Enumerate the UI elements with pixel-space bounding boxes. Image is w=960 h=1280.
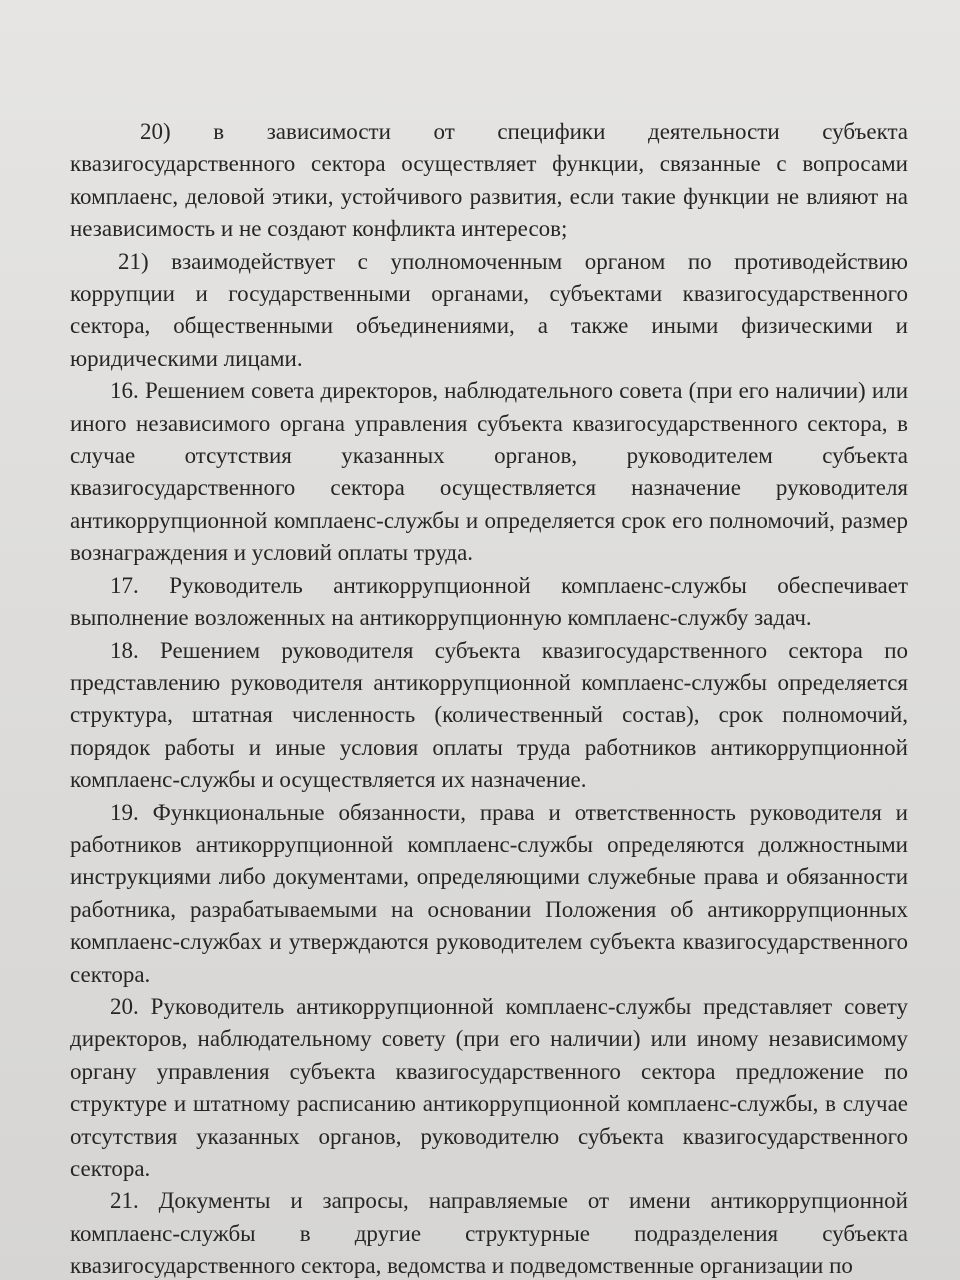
paragraph-20: 20. Руководитель антикоррупционной комплаенс-службы представляет совету директоров, наблюдательному совету (при его наличии) или иному независимому органу управления субъекта квазигосударственного сектора предложение по структуре и штатному расписанию антикоррупционной комплаенс-службы, в случае отсутствия указанных органов, руководителю субъекта квазигосударственного сектора. — [70, 993, 908, 1181]
paragraph-21-subitem: 21) взаимодействует с уполномоченным органом по противодействию коррупции и государственными органами, субъектами квазигосударственного сектора, общественными объединениями, а также иными физическими и юридическими лицами. — [70, 248, 908, 371]
paragraph-17: 17. Руководитель антикоррупционной комплаенс-службы обеспечивает выполнение возложенных на антикоррупционную комплаенс-службу задач. — [70, 572, 908, 631]
paragraph-16: 16. Решением совета директоров, наблюдательного совета (при его наличии) или иного независимого органа управления субъекта квазигосударственного сектора, в случае отсутствия указанных органов, руководителем субъекта квазигосударственного сектора осуществляется назначение руководителя антикоррупционной комплаенс-службы и определяется срок его полномочий, размер вознаграждения и условий оплаты труда. — [70, 378, 908, 566]
paragraph-20-subitem: 20) в зависимости от специфики деятельности субъекта квазигосударственного сектора осуществляет функции, связанные с вопросами комплаенс, деловой этики, устойчивого развития, если такие функции не влияют на независимость и не создают конфликта интересов; — [70, 119, 908, 242]
paragraph-18: 18. Решением руководителя субъекта квазигосударственного сектора по представлению руководителя антикоррупционной комплаенс-службы определяется структура, штатная численность (количественный состав), срок полномочий, порядок работы и иные условия оплаты труда работников антикоррупционной комплаенс-службы и осуществляется их назначение. — [70, 637, 908, 793]
paragraph-21: 21. Документы и запросы, направляемые от имени антикоррупционной комплаенс-службы в другие структурные подразделения субъекта квазигосударственного сектора, ведомства и подведомственные организации по — [70, 1188, 908, 1279]
paragraph-19: 19. Функциональные обязанности, права и ответственность руководителя и работников антикоррупционной комплаенс-службы определяются должностными инструкциями либо документами, определяющими служебные права и обязанности работника, разрабатываемыми на основании Положения об антикоррупционных комплаенс-службах и утверждаются руководителем субъекта квазигосударственного сектора. — [70, 799, 908, 987]
